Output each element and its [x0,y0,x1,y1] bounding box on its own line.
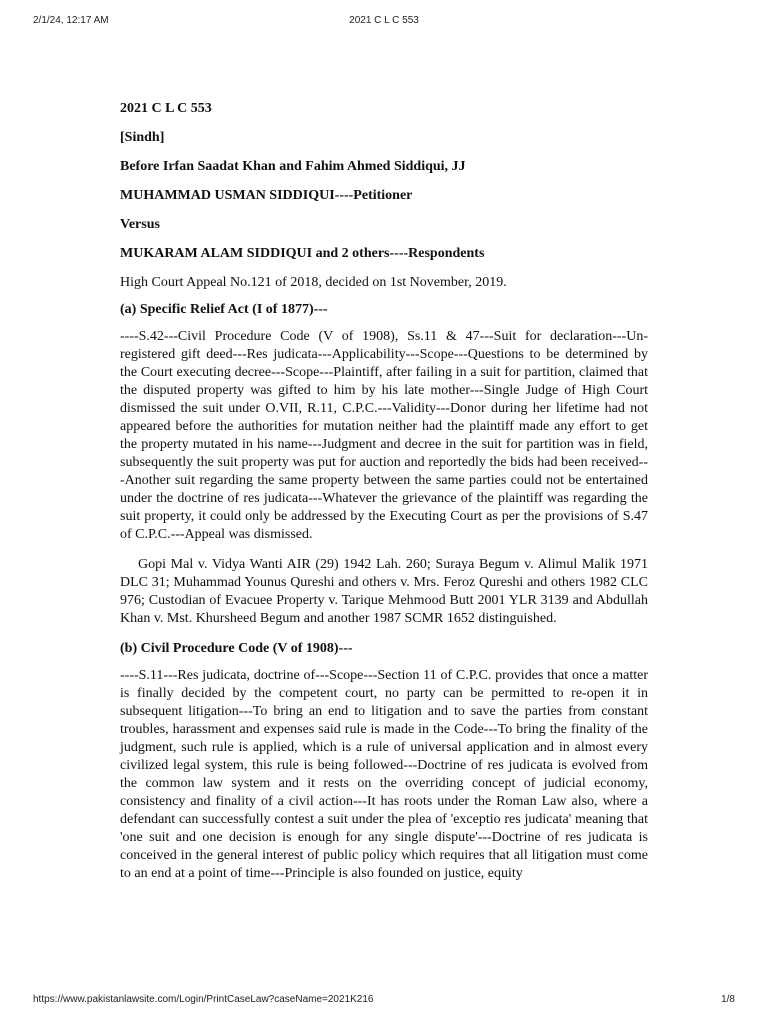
case-bench: Before Irfan Saadat Khan and Fahim Ahmed Siddiqui, JJ [120,159,466,174]
case-court: [Sindh] [120,130,165,145]
print-title: 2021 C L C 553 [349,15,419,26]
section-b-title: (b) Civil Procedure Code (V of 1908)--- [120,641,353,656]
case-versus: Versus [120,217,160,232]
case-document [120,100,648,895]
case-petitioner: MUHAMMAD USMAN SIDDIQUI----Petitioner [120,188,413,203]
section-a-body: ----S.42---Civil Procedure Code (V of 1908), Ss.11 & 47---Suit for declaration---Un-registered gift deed---Res judicata---Applicability---Scope---Questions to be determined by the Court executing decree---Scope---Plaintiff, after failing in a suit for partition, claimed that the disputed property was gifted to him by his late mother---Single Judge of High Court dismissed the suit under O.VII, R.11, C.P.C.---Validity---Donor during her lifetime had not appeared before the authorities for mutation neither had the plaintiff made any effort to get the property mutated in his name---Judgment and decree in the suit for partition was in field, subsequently the suit property was put for auction and reportedly the bids had been received---Another suit regarding the same property between the same parties could not be entertained under the doctrine of res judicata---Whatever the grievance of the plaintiff was regarding the suit property, it could only be addressed by the Executing Court as per the provisions of S.47 of C.P.C.---Appeal was dismissed. [120,329,648,542]
source-url[interactable]: https://www.pakistanlawsite.com/Login/PrintCaseLaw?caseName=2021K216 [33,994,374,1005]
section-a-title: (a) Specific Relief Act (I of 1877)--- [120,302,328,317]
print-header [33,15,735,29]
print-datetime: 2/1/24, 12:17 AM [33,15,109,26]
print-footer [33,994,735,1008]
case-respondents: MUKARAM ALAM SIDDIQUI and 2 others----Respondents [120,246,485,261]
section-a-citations: Gopi Mal v. Vidya Wanti AIR (29) 1942 Lah. 260; Suraya Begum v. Alimul Malik 1971 DLC 31; Muhammad Younus Qureshi and others v. Mrs. Feroz Qureshi and others 1982 CLC 976; Custodian of Evacuee Property v. Tarique Mehmood Butt 2001 YLR 3139 and Abdullah Khan v. Mst. Khursheed Begum and another 1987 SCMR 1652 distinguished. [120,557,648,626]
section-b-body: ----S.11---Res judicata, doctrine of---Scope---Section 11 of C.P.C. provides that once a matter is finally decided by the competent court, no party can be permitted to re-open it in subsequent litigation---To bring an end to litigation and to save the parties from constant troubles, harassment and expenses said rule is made in the Code---To bring the finality of the judgment, such rule is applied, which is a rule of universal application and in almost every civilized legal system, this rule is being followed---Doctrine of res judicata is evolved from the common law system and it rests on the overriding concept of judicial economy, consistency and finality of a civil action---It has roots under the Roman Law also, where a defendant can successfully contest a suit under the plea of 'exceptio res judicata' meaning that 'one suit and one decision is enough for any single dispute'---Doctrine of res judicata is conceived in the general interest of public policy which requires that all litigation must come to an end at a point of time---Principle is also founded on justice, equity [120,668,648,881]
page-number: 1/8 [721,994,735,1005]
case-appeal: High Court Appeal No.121 of 2018, decided on 1st November, 2019. [120,275,507,290]
case-citation: 2021 C L C 553 [120,101,212,116]
